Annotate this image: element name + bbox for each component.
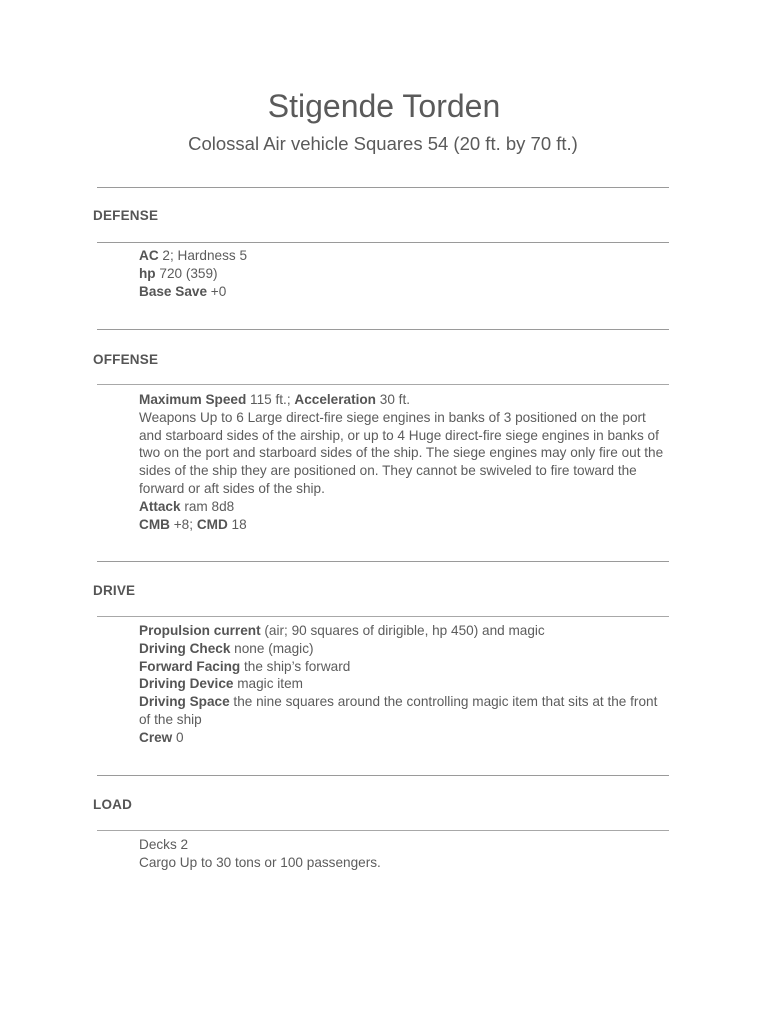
stat-line-weapons: Weapons Up to 6 Large direct-fire siege engines in banks of 3 positioned on the port and starboard sides of the airship, or up to 4 Huge direct-fire siege engines in banks of two on the port and starboard sides of the ship. The siege engines may only fire out the sides of the ship they are positioned on. They cannot be swiveled to fire toward the forward or aft sides of the ship.: [139, 409, 664, 496]
stat-value: 720 (359): [155, 265, 218, 281]
stat-line-crew: [139, 729, 671, 747]
stat-line-propulsion: [139, 622, 671, 640]
stat-label: Base Save: [139, 283, 208, 299]
section-title-defense: DEFENSE: [93, 208, 159, 223]
stat-value: ram 8d8: [180, 498, 235, 514]
stat-value: none (magic): [230, 640, 314, 656]
stat-line-ac: [139, 247, 671, 265]
defense-block: [139, 247, 671, 300]
drive-block: [139, 622, 671, 747]
page-title: Stigende Torden: [267, 88, 501, 124]
divider: [97, 384, 669, 385]
stat-label: AC: [139, 248, 159, 263]
stat-value: +0: [207, 283, 227, 299]
stat-value: 30 ft.: [376, 392, 411, 407]
section-title-offense: OFFENSE: [93, 352, 159, 367]
stat-line-forward-facing: [139, 658, 671, 676]
divider: [97, 830, 669, 831]
stat-label: Forward Facing: [139, 658, 241, 674]
stat-line-cargo: Cargo Up to 30 tons or 100 passengers.: [139, 854, 381, 870]
stat-label: Driving Device: [139, 676, 234, 692]
stat-label: Driving Space: [139, 694, 230, 710]
stat-line-driving-device: [139, 675, 671, 693]
divider: [97, 775, 669, 776]
stat-label: hp: [139, 265, 156, 281]
stat-line-speed: [139, 391, 671, 409]
stat-line-cmb-cmd: [139, 516, 671, 534]
stat-label: Acceleration: [294, 392, 376, 407]
stat-label: Driving Check: [139, 640, 231, 656]
load-block: [139, 836, 671, 872]
divider: [97, 187, 669, 188]
stat-value: 2; Hardness 5: [158, 248, 248, 263]
stat-value: 115 ft.;: [246, 392, 295, 407]
stat-value: +8;: [169, 516, 197, 532]
divider: [97, 561, 669, 562]
section-title-drive: DRIVE: [93, 583, 136, 598]
stat-value: (air; 90 squares of dirigible, hp 450) and magic: [260, 623, 545, 638]
stat-label: Propulsion current: [139, 623, 261, 638]
stat-value: 18: [227, 516, 247, 532]
stat-value: 0: [172, 729, 184, 745]
stat-line-hp: [139, 265, 671, 283]
stat-label: Attack: [139, 498, 181, 514]
stat-line-base-save: [139, 283, 671, 301]
stat-label: CMD: [196, 516, 228, 532]
stat-value: the nine squares around the controlling magic item that sits at the front of the ship: [139, 694, 658, 727]
stat-value: the ship’s forward: [240, 658, 351, 674]
divider: [97, 616, 669, 617]
stat-line-attack: [139, 498, 671, 516]
stat-label: CMB: [139, 516, 170, 532]
stat-label: Crew: [139, 729, 173, 745]
section-title-load: LOAD: [93, 797, 133, 812]
stat-line-driving-space: [139, 693, 671, 729]
stat-line-driving-check: [139, 640, 671, 658]
stat-line-decks: Decks 2: [139, 837, 189, 852]
stat-label: Maximum Speed: [139, 392, 247, 407]
offense-block: [139, 391, 671, 533]
stat-value: magic item: [233, 676, 303, 692]
divider: [97, 242, 669, 243]
divider: [97, 329, 669, 330]
page-subtitle: Colossal Air vehicle Squares 54 (20 ft. by 70 ft.): [188, 133, 578, 154]
